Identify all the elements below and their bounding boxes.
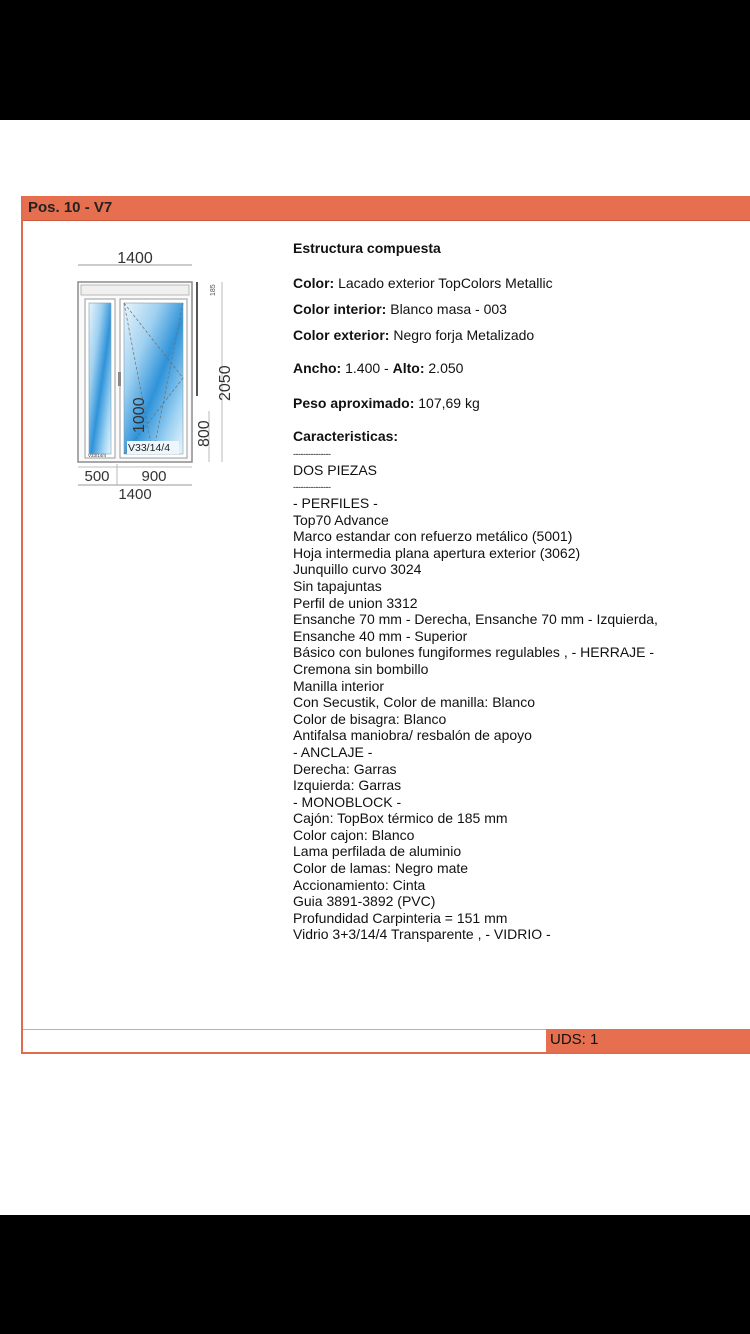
width-top-label: 1400 xyxy=(117,250,153,267)
list-item: - ANCLAJE - xyxy=(293,743,373,760)
list-item: Perfil de union 3312 xyxy=(293,594,418,611)
list-item: Sin tapajuntas xyxy=(293,577,382,594)
list-item: Profundidad Carpinteria = 151 mm xyxy=(293,909,508,926)
dimensions-row: Ancho: 1.400 - Alto: 2.050 xyxy=(293,360,464,376)
position-title: Pos. 10 - V7 xyxy=(28,199,113,216)
list-item: Cajón: TopBox térmico de 185 mm xyxy=(293,810,508,827)
right-width-label: 900 xyxy=(141,468,167,485)
sash-height-label: 1000 xyxy=(131,397,148,433)
dos-piezas-label: DOS PIEZAS xyxy=(293,462,378,478)
color-row: Color: Lacado exterior TopColors Metallic xyxy=(293,275,553,291)
color-exterior-row: Color exterior: Negro forja Metalizado xyxy=(293,327,535,343)
list-item: Junquillo curvo 3024 xyxy=(293,561,422,578)
units-badge xyxy=(546,1029,750,1052)
glass-code-label: V33/14/4 xyxy=(128,442,171,454)
list-item: Básico con bulones fungiformes regulables , - HERRAJE - xyxy=(293,644,655,661)
list-item: Con Secustik, Color de manilla: Blanco xyxy=(293,694,536,711)
list-item: Vidrio 3+3/14/4 Transparente , - VIDRIO - xyxy=(293,926,551,943)
list-item: Hoja intermedia plana apertura exterior (3062) xyxy=(293,544,581,561)
list-item: Antifalsa maniobra/ resbalón de apoyo xyxy=(293,727,532,744)
units-label: UDS: 1 xyxy=(550,1031,599,1048)
list-item: Accionamiento: Cinta xyxy=(293,876,426,893)
list-item: Ensanche 40 mm - Superior xyxy=(293,627,468,644)
list-item: Color de bisagra: Blanco xyxy=(293,710,447,727)
list-item: Color cajon: Blanco xyxy=(293,826,415,843)
glass-code-small-label: V33/14/4 xyxy=(88,453,107,458)
list-item: - PERFILES - xyxy=(293,495,378,511)
list-item: Derecha: Garras xyxy=(293,760,397,777)
list-item: Manilla interior xyxy=(293,677,385,694)
color-interior-row: Color interior: Blanco masa - 003 xyxy=(293,301,507,317)
feature-list xyxy=(293,495,743,943)
lower-height-label: 800 xyxy=(196,420,213,447)
list-item: Cremona sin bombillo xyxy=(293,660,429,677)
list-item: Ensanche 70 mm - Derecha, Ensanche 70 mm - Izquierda, xyxy=(293,611,658,628)
list-item: Lama perfilada de aluminio xyxy=(293,843,462,860)
left-width-label: 500 xyxy=(84,468,110,485)
weight-row: Peso aproximado: 107,69 kg xyxy=(293,395,480,411)
left-glass xyxy=(89,303,111,454)
dashes-bottom: --------------- xyxy=(293,482,331,492)
window-drawing xyxy=(52,236,242,506)
list-item: Izquierda: Garras xyxy=(293,777,402,794)
list-item: - MONOBLOCK - xyxy=(293,793,402,810)
height-total-label: 2050 xyxy=(217,365,234,401)
shutter-box xyxy=(81,285,189,295)
position-header xyxy=(23,196,750,221)
box-height-label: 185 xyxy=(210,284,217,296)
list-item: Marco estandar con refuerzo metálico (5001) xyxy=(293,528,573,545)
structure-title: Estructura compuesta xyxy=(293,240,441,256)
list-item: Guia 3891-3892 (PVC) xyxy=(293,893,436,910)
list-item: Top70 Advance xyxy=(293,511,389,528)
handle-icon xyxy=(118,372,121,386)
characteristics-title: Caracteristicas: xyxy=(293,428,399,444)
dashes-top: --------------- xyxy=(293,449,331,459)
width-bottom-label: 1400 xyxy=(118,486,152,503)
list-item: Color de lamas: Negro mate xyxy=(293,860,469,877)
